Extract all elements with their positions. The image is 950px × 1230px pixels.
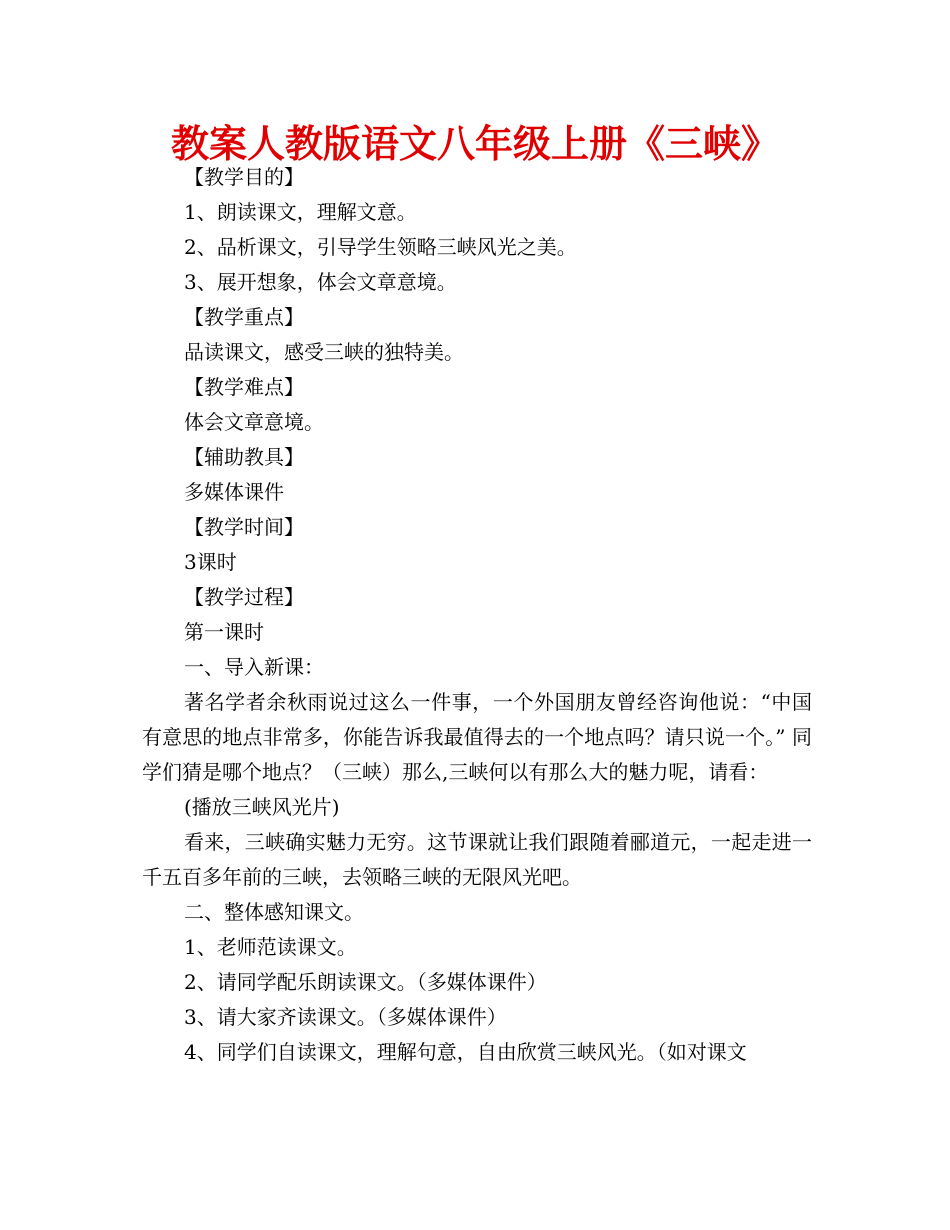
document-body [142, 160, 812, 1070]
introduction-paragraph: 著名学者余秋雨说过这么一件事，一个外国朋友曾经咨询他说：“中国有意思的地点非常多，你能告诉我最值得去的一个地点吗？请只说一个。” 同学们猜是哪个地点？（三峡）那么,三峡何以有那么大的魅力呢，请看： [142, 690, 812, 784]
lesson-one-label: 第一课时 [184, 620, 264, 644]
objective-item: 3、展开想象，体会文章意境。 [184, 270, 457, 294]
step-item: 2、请同学配乐朗读课文。（多媒体课件） [184, 970, 547, 994]
heading-teaching-aids: 【辅助教具】 [184, 445, 304, 469]
section-introduction: 一、导入新课： [184, 655, 324, 679]
objective-item: 1、朗读课文，理解文意。 [184, 200, 417, 224]
objective-item: 2、品析课文，引导学生领略三峡风光之美。 [184, 235, 577, 259]
step-item: 4、同学们自读课文，理解句意，自由欣赏三峡风光。（如对课文 [184, 1040, 747, 1064]
video-note: (播放三峡风光片) [184, 795, 340, 819]
heading-key-points: 【教学重点】 [184, 305, 304, 329]
transition-paragraph: 看来，三峡确实魅力无穷。这节课就让我们跟随着郦道元，一起走进一千五百多年前的三峡，去领略三峡的无限风光吧。 [142, 830, 812, 889]
heading-teaching-time: 【教学时间】 [184, 515, 304, 539]
document-title: 教案人教版语文八年级上册《三峡》 [170, 121, 779, 166]
teaching-aids-text: 多媒体课件 [184, 480, 284, 504]
key-points-text: 品读课文，感受三峡的独特美。 [184, 340, 464, 364]
heading-teaching-process: 【教学过程】 [184, 585, 304, 609]
difficulties-text: 体会文章意境。 [184, 410, 324, 434]
teaching-time-text: 3课时 [184, 550, 237, 574]
heading-objectives: 【教学目的】 [184, 165, 304, 189]
section-overall-perception: 二、整体感知课文。 [184, 900, 364, 924]
step-item: 1、老师范读课文。 [184, 935, 357, 959]
heading-difficulties: 【教学难点】 [184, 375, 304, 399]
step-item: 3、请大家齐读课文。（多媒体课件） [184, 1005, 507, 1029]
